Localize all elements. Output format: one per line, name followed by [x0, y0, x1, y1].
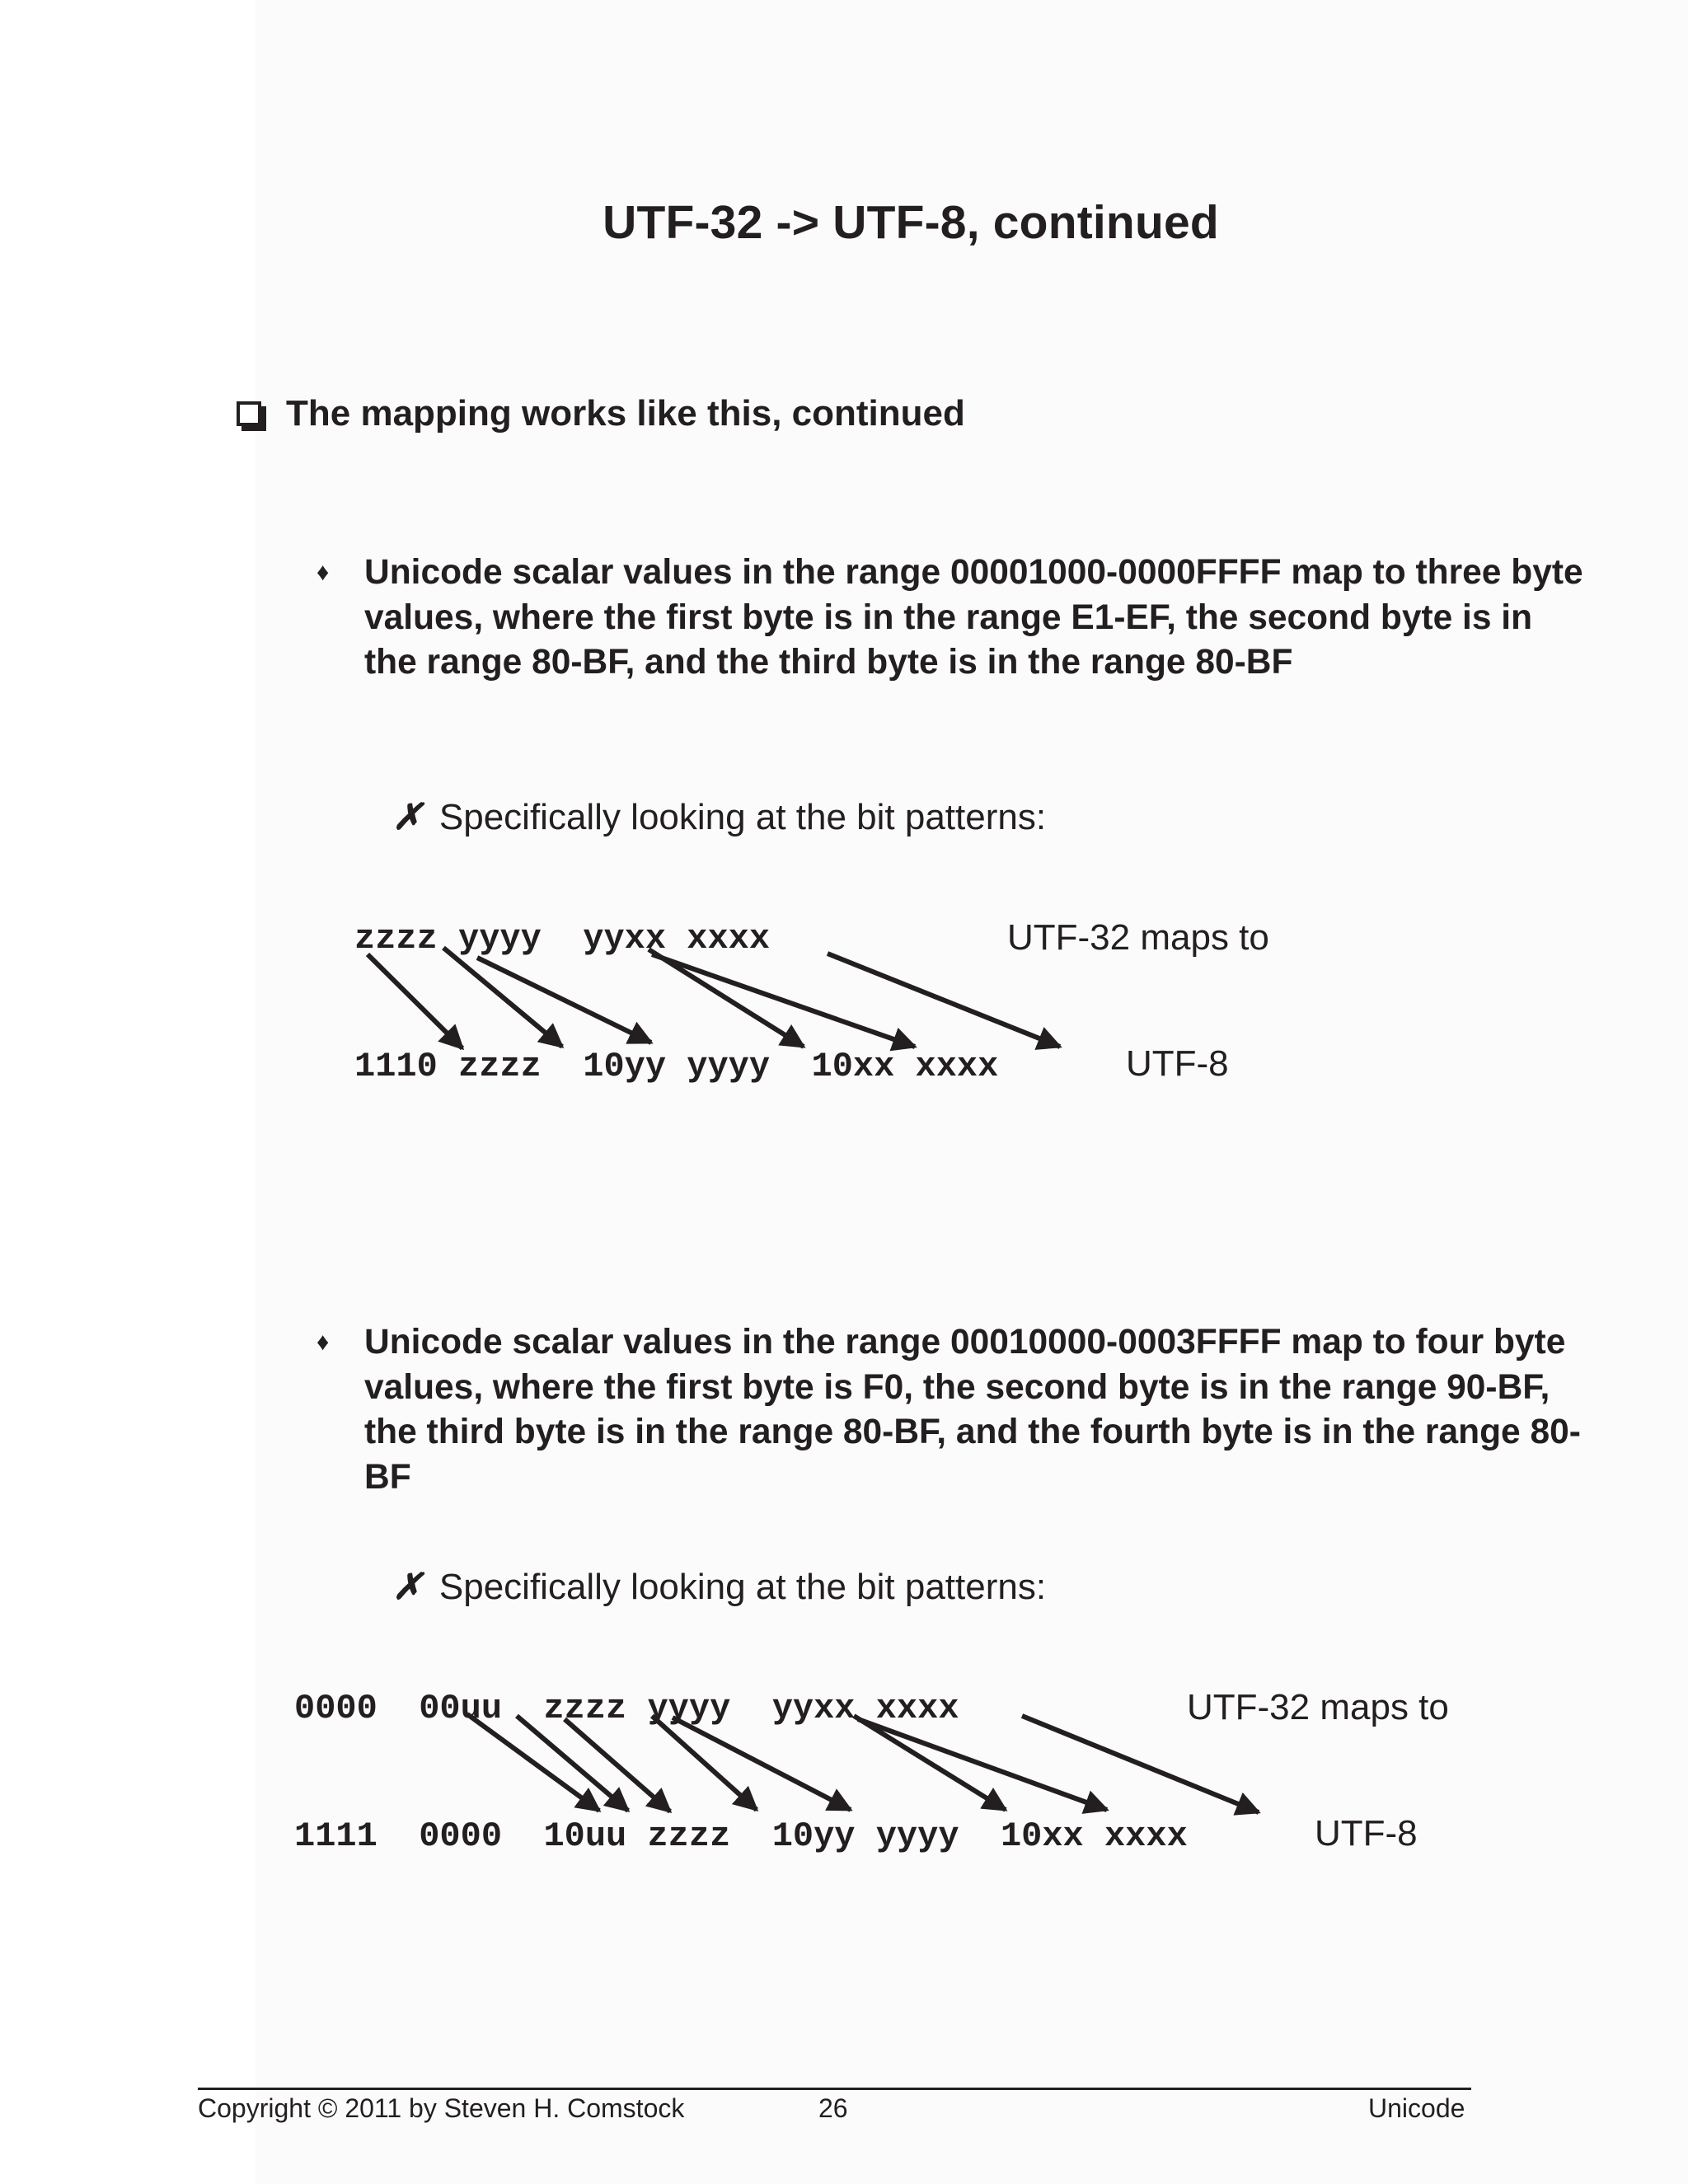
footer-divider [198, 2088, 1471, 2090]
diamond-bullet-icon: ♦ [316, 559, 330, 586]
sub-item-text: Specifically looking at the bit patterns: [438, 796, 1047, 837]
page-title: UTF-32 -> UTF-8, continued [603, 196, 1219, 249]
utf32-label: UTF-32 maps to [1007, 917, 1269, 958]
footer-topic: Unicode [1368, 2093, 1465, 2123]
utf8-bit-pattern: 1110 zzzz 10yy yyyy 10xx xxxx [354, 1047, 999, 1086]
page-background [256, 0, 1688, 2184]
bullet-text: Unicode scalar values in the range 00001000-0000FFFF map to three byte values, where the first byte is in the range E1-EF, the second byte is in the range 80-BF, and the third byte is in the range 80-BF [364, 553, 1583, 682]
sub-item-four-byte [392, 1566, 1046, 1608]
utf32-bit-pattern: zzzz yyyy yyxx xxxx [354, 919, 771, 958]
utf8-label: UTF-8 [1315, 1813, 1418, 1854]
bullet-four-byte [316, 1320, 1586, 1500]
sub-item-text: Specifically looking at the bit patterns: [438, 1566, 1047, 1607]
intro-item [237, 393, 965, 434]
footer-copyright: Copyright © 2011 by Steven H. Comstock [198, 2093, 685, 2123]
footer-page-number: 26 [818, 2093, 848, 2123]
utf32-bit-pattern: 0000 00uu zzzz yyyy yyxx xxxx [294, 1689, 959, 1728]
utf8-label: UTF-8 [1126, 1043, 1229, 1084]
intro-text: The mapping works like this, continued [286, 393, 965, 434]
check-x-icon: ✗ [392, 1567, 423, 1607]
utf8-bit-pattern: 1111 0000 10uu zzzz 10yy yyyy 10xx xxxx [294, 1816, 1188, 1856]
sub-item-three-byte [392, 796, 1046, 838]
bullet-text: Unicode scalar values in the range 00010000-0003FFFF map to four byte values, where the first byte is F0, the second byte is in the range 90-BF, the third byte is in the range 80-BF, and the fourth byte is in the range 80-BF [364, 1323, 1581, 1497]
box-bullet-icon [237, 401, 261, 426]
diamond-bullet-icon: ♦ [316, 1329, 330, 1356]
bullet-three-byte [316, 551, 1586, 686]
check-x-icon: ✗ [392, 797, 423, 837]
utf32-label: UTF-32 maps to [1187, 1687, 1449, 1727]
